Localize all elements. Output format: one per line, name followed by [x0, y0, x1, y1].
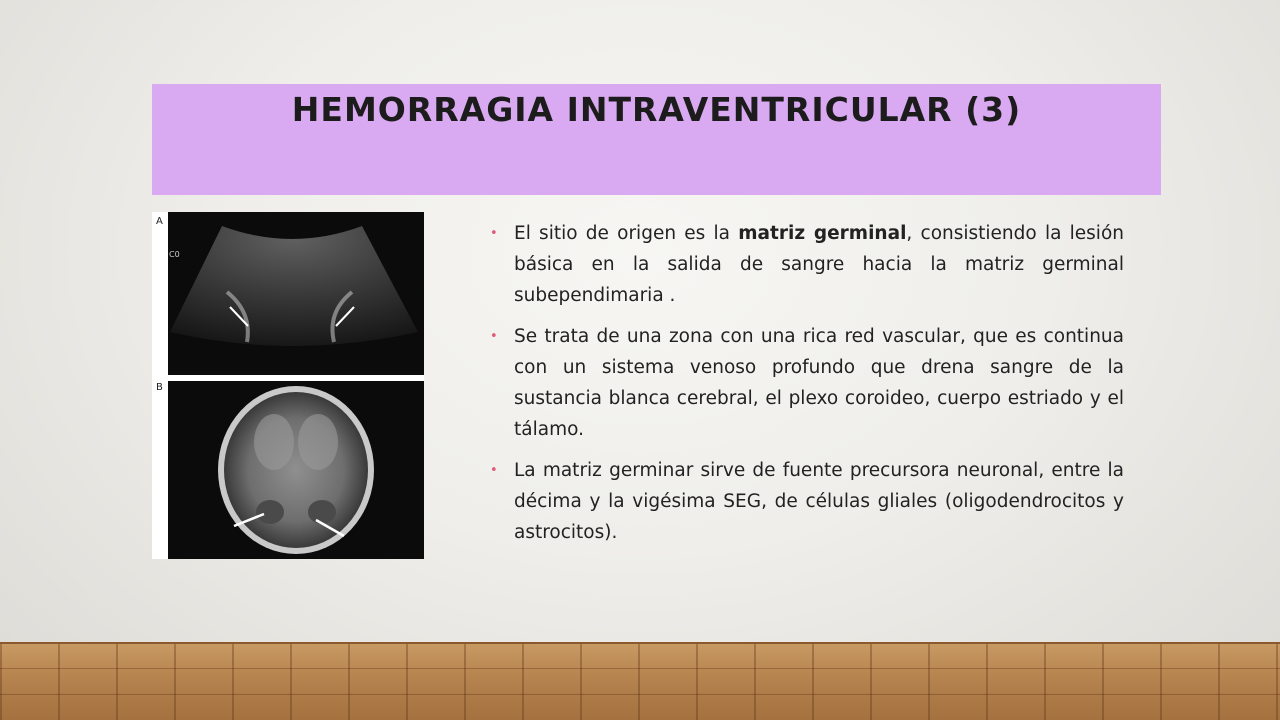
lesion-left [256, 500, 284, 524]
bullet-1-bold: matriz germinal [738, 223, 907, 244]
slide-title: HEMORRAGIA INTRAVENTRICULAR (3) [291, 90, 1022, 129]
hemisphere-right [298, 414, 338, 470]
bullet-list [488, 218, 1124, 558]
bullet-dot: • [490, 329, 498, 344]
bullet-dot: • [490, 226, 498, 241]
floor-seam [0, 694, 1280, 695]
floor-seam [0, 668, 1280, 669]
panel-a-label: A [156, 216, 163, 227]
bullet-1-text-end: , consistiendo la lesión básica en la salida de sangre hacia la matriz germinal subependimaria . [514, 223, 1124, 306]
hemisphere-left [254, 414, 294, 470]
title-band [152, 84, 1161, 195]
bullet-2-text: Se trata de una zona con una rica red vascular, que es continua con un sistema venoso profundo que drena sangre de la sustancia blanca cerebral, el plexo coroideo, cuerpo estriado y el tálamo. [514, 326, 1124, 440]
medical-figure [152, 212, 424, 559]
panel-b [156, 381, 424, 559]
depth-label: C0 [169, 250, 180, 259]
bullet-item-2 [488, 321, 1124, 445]
panel-divider [168, 375, 424, 381]
bullet-1-text-start: El sitio de origen es la [514, 223, 739, 244]
wooden-floor [0, 642, 1280, 720]
bullet-dot: • [490, 463, 498, 478]
brain [224, 392, 368, 548]
panel-a [156, 212, 424, 375]
panel-b-label: B [156, 382, 163, 393]
bullet-item-3 [488, 455, 1124, 548]
lesion-right [308, 500, 336, 524]
figure-svg [152, 212, 424, 559]
bullet-3-text: La matriz germinar sirve de fuente precursora neuronal, entre la décima y la vigésima SEG, de células gliales (oligodendrocitos y astrocitos). [514, 460, 1124, 543]
bullet-item-1 [488, 218, 1124, 311]
